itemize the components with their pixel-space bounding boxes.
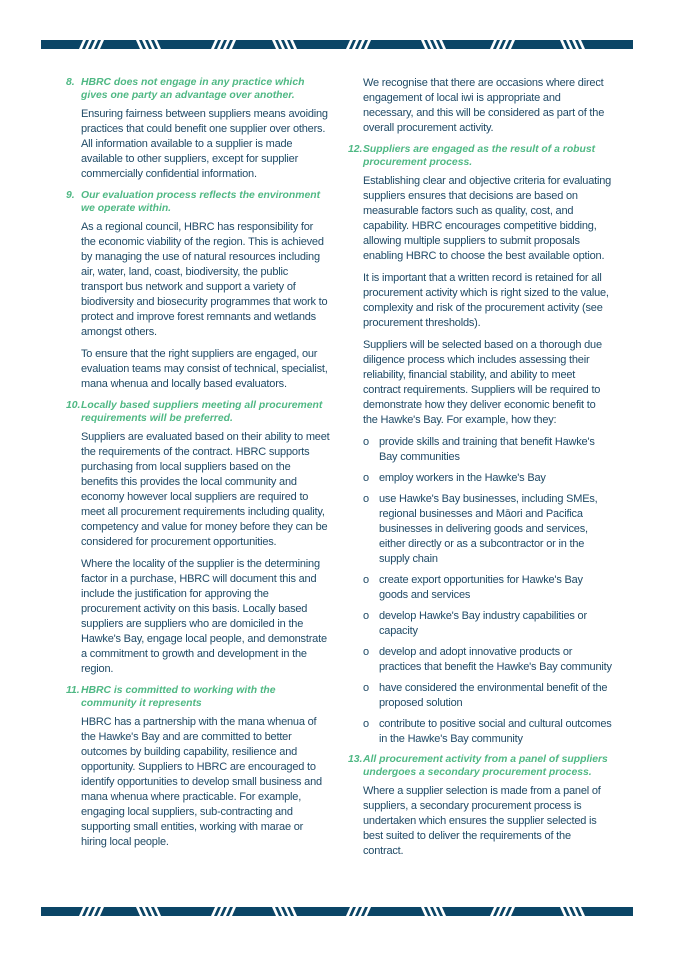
decorative-top-band	[41, 40, 633, 49]
section-heading-text: All procurement activity from a panel of suppliers undergoes a secondary procurement process.	[363, 754, 608, 778]
bullet-marker: o	[363, 682, 369, 694]
list-item-text: employ workers in the Hawke's Bay	[379, 472, 546, 484]
paragraph: Ensuring fairness between suppliers means avoiding practices that could benefit one supplier over others. All information available to a supplier is made available to other suppliers, except for supplier commercially confidential information.	[81, 108, 328, 180]
section-heading	[66, 399, 330, 425]
bullet-marker: o	[363, 574, 369, 586]
list-item-text: develop Hawke's Bay industry capabilities or capacity	[379, 610, 587, 637]
section-number: 13.	[348, 754, 363, 765]
list-item-text: create export opportunities for Hawke's Bay goods and services	[379, 574, 583, 601]
section-number: 10.	[66, 400, 81, 411]
list-item-text: develop and adopt innovative products or practices that benefit the Hawke's Bay community	[379, 646, 612, 673]
paragraph: Suppliers are evaluated based on their ability to meet the requirements of the contract. HBRC supports purchasing from local suppliers based on the benefits this provides the local community and economy however local suppliers are required to meet all procurement requirements including quality, competency and value for money before they can be considered for procurement opportunities.	[81, 431, 330, 548]
paragraph: Where a supplier selection is made from a panel of suppliers, a secondary procurement process is undertaken which ensures the supplier selected is best suited to deliver the requirements of the contract.	[363, 785, 601, 857]
list-item	[363, 492, 612, 567]
section-heading-text: HBRC is committed to working with the community it represents	[81, 685, 276, 709]
list-item	[363, 435, 612, 465]
list-item-text: use Hawke's Bay businesses, including SMEs, regional businesses and Māori and Pacifica businesses in delivering goods and services, either directly or as a subcontractor or in the supply chain	[379, 493, 598, 565]
paragraph: Suppliers will be selected based on a thorough due diligence process which includes assessing their reliability, financial stability, and ability to meet contract requirements. Suppliers will be required to demonstrate how they deliver economic benefit to the Hawke's Bay. For example, how they:	[363, 339, 602, 426]
list-item-text: contribute to positive social and cultural outcomes in the Hawke's Bay community	[379, 718, 612, 745]
section	[66, 76, 330, 182]
section-heading	[348, 753, 612, 779]
section-heading	[348, 143, 612, 169]
bullet-marker: o	[363, 436, 369, 448]
paragraph: HBRC has a partnership with the mana whenua of the Hawke's Bay and are committed to better outcomes by building capability, resilience and opportunity. Suppliers to HBRC are encouraged to identify opportunities to develop small business and mana whenua where practicable. For example, engaging local suppliers, sub-contracting and supporting small entities, working with marae or hiring local people.	[81, 716, 322, 848]
list-item	[363, 681, 612, 711]
section-heading-text: HBRC does not engage in any practice which gives one party an advantage over another.	[81, 77, 305, 101]
benefit-list	[363, 435, 612, 747]
list-item	[363, 573, 612, 603]
list-item-text: have considered the environmental benefit of the proposed solution	[379, 682, 608, 709]
bullet-marker: o	[363, 718, 369, 730]
list-item	[363, 717, 612, 747]
section-heading-text: Our evaluation process reflects the environment we operate within.	[81, 190, 321, 214]
section	[66, 399, 330, 677]
bullet-marker: o	[363, 472, 369, 484]
intro-paragraph: We recognise that there are occasions where direct engagement of local iwi is appropriate and necessary, and this will be considered as part of the overall procurement activity.	[363, 77, 605, 134]
section-heading	[66, 76, 330, 102]
section-heading	[66, 684, 330, 710]
list-item-text: provide skills and training that benefit Hawke's Bay communities	[379, 436, 595, 463]
section-number: 8.	[66, 77, 75, 88]
paragraph: To ensure that the right suppliers are engaged, our evaluation teams may consist of technical, specialist, mana whenua and locally based evaluators.	[81, 348, 328, 390]
paragraph: It is important that a written record is retained for all procurement activity which is right sized to the value, complexity and risk of the procurement activity (see procurement thresholds).	[363, 272, 609, 329]
bullet-marker: o	[363, 610, 369, 622]
decorative-bottom-band	[41, 907, 633, 916]
section	[66, 684, 330, 850]
left-column	[66, 76, 330, 857]
bullet-marker: o	[363, 493, 369, 505]
list-item	[363, 645, 612, 675]
band-fill	[41, 907, 633, 916]
section	[66, 189, 330, 392]
bullet-marker: o	[363, 646, 369, 658]
paragraph: As a regional council, HBRC has responsibility for the economic viability of the region. This is achieved by managing the use of natural resources including air, water, land, coast, biodiversity, the public transport bus network and support a variety of biodiversity and biosecurity programmes that work to protect and improve forest remnants and wetlands amongst others.	[81, 221, 328, 338]
section-heading	[66, 189, 330, 215]
list-item	[363, 609, 612, 639]
section-number: 11.	[66, 685, 80, 696]
band-fill	[41, 40, 633, 49]
section-heading-text: Locally based suppliers meeting all procurement requirements will be preferred.	[81, 400, 323, 424]
paragraph: Where the locality of the supplier is the determining factor in a purchase, HBRC will document this and include the justification for approving the procurement activity on this basis. Locally based suppliers are suppliers who are domiciled in the Hawke's Bay, engage local people, and demonstrate a commitment to growth and development in the region.	[81, 558, 327, 675]
section-number: 9.	[66, 190, 75, 201]
right-column	[348, 76, 612, 866]
list-item	[363, 471, 612, 486]
section-number: 12.	[348, 144, 363, 155]
paragraph: Establishing clear and objective criteria for evaluating suppliers ensures that decisions are based on measurable factors such as quality, cost, and capability. HBRC encourages competitive bidding, allowing multiple suppliers to submit proposals enabling HBRC to choose the best available option.	[363, 175, 612, 262]
section-heading-text: Suppliers are engaged as the result of a robust procurement process.	[363, 144, 596, 168]
